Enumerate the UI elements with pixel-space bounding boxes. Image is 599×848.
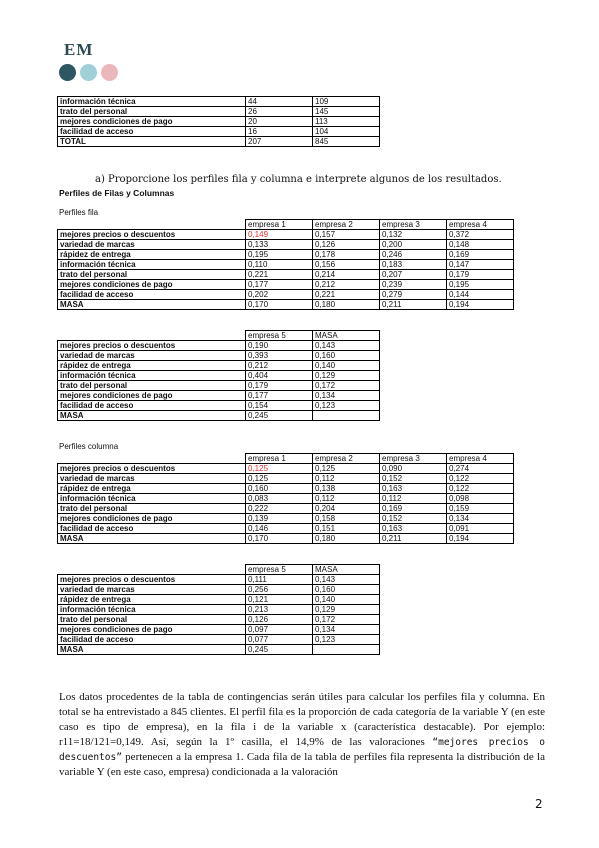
table-cell: 0,112: [313, 474, 380, 484]
row-label: mejores condiciones de pago: [58, 625, 246, 635]
row-label: trato del personal: [58, 107, 246, 117]
table-cell: 0,170: [246, 534, 313, 544]
table-cell: 0,169: [380, 504, 447, 514]
table-cell: 0,157: [313, 230, 380, 240]
logo-dots: [59, 64, 118, 81]
table-cell: 109: [313, 97, 380, 107]
header-blank: [58, 331, 246, 341]
row-label: trato del personal: [58, 381, 246, 391]
table-cell: 0,083: [246, 494, 313, 504]
column-header: empresa 3: [380, 454, 447, 464]
table-cell: 0,143: [313, 341, 380, 351]
table-cell: 207: [246, 137, 313, 147]
table-cell: 0,143: [313, 575, 380, 585]
row-label: rápidez de entrega: [58, 361, 246, 371]
table-row: [58, 137, 380, 147]
table-cell: 0,129: [313, 605, 380, 615]
table-cell: 0,091: [447, 524, 514, 534]
row-label: MASA: [58, 534, 246, 544]
column-header: empresa 1: [246, 454, 313, 464]
table-cell: 0,183: [380, 260, 447, 270]
row-label: facilidad de acceso: [58, 290, 246, 300]
table-cell: 0,134: [447, 514, 514, 524]
table-row: [58, 260, 514, 270]
section-title: Perfiles de Filas y Columnas: [59, 188, 175, 198]
table-cell: 0,126: [246, 615, 313, 625]
header-row: [58, 565, 380, 575]
row-label: información técnica: [58, 371, 246, 381]
table-row: [58, 401, 380, 411]
table-cell: 0,170: [246, 300, 313, 310]
table-cell: [313, 645, 380, 655]
table-cell: 0,152: [380, 474, 447, 484]
table-cell: 0,204: [313, 504, 380, 514]
table-cell: 0,194: [447, 534, 514, 544]
table-cell: 0,190: [246, 341, 313, 351]
table-cell: 0,140: [313, 361, 380, 371]
table-row: [58, 595, 380, 605]
row-label: facilidad de acceso: [58, 524, 246, 534]
column-header: MASA: [313, 565, 380, 575]
table-row: [58, 464, 514, 474]
logo-dot-teal: [80, 64, 97, 81]
table-cell: 0,144: [447, 290, 514, 300]
perfiles-columna-caption: Perfiles columna: [59, 442, 119, 451]
table-cell: 0,112: [313, 494, 380, 504]
table-row: [58, 300, 514, 310]
table-cell: 0,152: [380, 514, 447, 524]
table-cell: 0,178: [313, 250, 380, 260]
table-row: [58, 280, 514, 290]
row-label: mejores precios o descuentos: [58, 341, 246, 351]
table-cell: 20: [246, 117, 313, 127]
table-cell: 44: [246, 97, 313, 107]
table-cell: 0,212: [246, 361, 313, 371]
logo-dot-pink: [101, 64, 118, 81]
table-cell: 0,207: [380, 270, 447, 280]
table-cell: 0,200: [380, 240, 447, 250]
perfiles-columna-table-1: [57, 453, 514, 544]
table-cell: 0,110: [246, 260, 313, 270]
row-label: MASA: [58, 411, 246, 421]
column-header: empresa 4: [447, 454, 514, 464]
row-label: facilidad de acceso: [58, 401, 246, 411]
column-header: MASA: [313, 331, 380, 341]
row-label: mejores condiciones de pago: [58, 391, 246, 401]
table-cell: 145: [313, 107, 380, 117]
column-header: empresa 3: [380, 220, 447, 230]
row-label: mejores precios o descuentos: [58, 230, 246, 240]
table-cell: 0,146: [246, 524, 313, 534]
table-row: [58, 625, 380, 635]
header-row: [58, 220, 514, 230]
paragraph-quoted: “mejores precios o descuentos”: [59, 737, 545, 763]
table-row: [58, 615, 380, 625]
table-cell: 0,133: [246, 240, 313, 250]
table-cell: 0,126: [313, 240, 380, 250]
table-cell: 0,134: [313, 625, 380, 635]
row-label: información técnica: [58, 494, 246, 504]
logo-text: EM: [64, 40, 94, 59]
table-cell: 0,180: [313, 300, 380, 310]
table-cell: 0,138: [313, 484, 380, 494]
table-row: [58, 494, 514, 504]
table-row: [58, 575, 380, 585]
page-number: 2: [535, 797, 543, 811]
header-blank: [58, 565, 246, 575]
table-row: [58, 635, 380, 645]
table-row: [58, 371, 380, 381]
perfiles-fila-table-2: [57, 330, 380, 421]
table-cell: 0,222: [246, 504, 313, 514]
table-row: [58, 250, 514, 260]
table-cell: 0,148: [447, 240, 514, 250]
table-cell: 0,125: [246, 474, 313, 484]
table-row: [58, 341, 380, 351]
table-cell: 0,156: [313, 260, 380, 270]
table-cell: 0,129: [313, 371, 380, 381]
table-cell: 0,372: [447, 230, 514, 240]
header-row: [58, 331, 380, 341]
table-cell: 0,112: [380, 494, 447, 504]
table-row: [58, 270, 514, 280]
table-row: [58, 351, 380, 361]
row-label: TOTAL: [58, 137, 246, 147]
table-cell: 0,098: [447, 494, 514, 504]
body-paragraph: [59, 690, 545, 780]
table-cell: 0,177: [246, 280, 313, 290]
table-cell: 0,125: [313, 464, 380, 474]
table-cell: 0,211: [380, 300, 447, 310]
table-cell: 0,077: [246, 635, 313, 645]
table-row: [58, 534, 514, 544]
table-cell: 0,140: [313, 595, 380, 605]
table-row: [58, 474, 514, 484]
table-cell: 845: [313, 137, 380, 147]
table-cell: 0,239: [380, 280, 447, 290]
table-cell: 0,214: [313, 270, 380, 280]
table-cell: 0,246: [380, 250, 447, 260]
table-row: [58, 230, 514, 240]
header-blank: [58, 220, 246, 230]
perfiles-columna-table-2: [57, 564, 380, 655]
table-cell: 0,163: [380, 484, 447, 494]
table-cell: 0,121: [246, 595, 313, 605]
table-cell: 0,111: [246, 575, 313, 585]
header-blank: [58, 454, 246, 464]
row-label: trato del personal: [58, 504, 246, 514]
table-cell: 0,149: [246, 230, 313, 240]
column-header: empresa 5: [246, 331, 313, 341]
table-row: [58, 484, 514, 494]
row-label: información técnica: [58, 605, 246, 615]
table-cell: 0,245: [246, 645, 313, 655]
table-cell: 0,195: [447, 280, 514, 290]
table-cell: 0,274: [447, 464, 514, 474]
row-label: rápidez de entrega: [58, 250, 246, 260]
table-cell: 0,212: [313, 280, 380, 290]
perfiles-fila-table-1: [57, 219, 514, 310]
table-cell: 0,180: [313, 534, 380, 544]
table-cell: 0,090: [380, 464, 447, 474]
table-row: [58, 514, 514, 524]
table-row: [58, 117, 380, 127]
column-header: empresa 1: [246, 220, 313, 230]
table-cell: 0,256: [246, 585, 313, 595]
table-cell: 0,179: [447, 270, 514, 280]
table-cell: 0,211: [380, 534, 447, 544]
table-cell: 0,122: [447, 484, 514, 494]
row-label: variedad de marcas: [58, 351, 246, 361]
table-row: [58, 290, 514, 300]
row-label: mejores condiciones de pago: [58, 280, 246, 290]
table-cell: 0,139: [246, 514, 313, 524]
row-label: mejores condiciones de pago: [58, 514, 246, 524]
table-row: [58, 585, 380, 595]
table-cell: 0,154: [246, 401, 313, 411]
table-cell: 113: [313, 117, 380, 127]
table-cell: 16: [246, 127, 313, 137]
row-label: MASA: [58, 300, 246, 310]
table-cell: 104: [313, 127, 380, 137]
table-cell: 0,404: [246, 371, 313, 381]
column-header: empresa 4: [447, 220, 514, 230]
column-header: empresa 2: [313, 454, 380, 464]
column-header: empresa 2: [313, 220, 380, 230]
paragraph-part-1: Los datos procedentes de la tabla de contingencias serán útiles para calcular los perfiles fila y columna. En total se ha entrevistado a 845 clientes. El perfil fila es la proporción de cada categoría de la variable Y (en este caso es tipo de empresa), en la fila i de la variable x (característica destacable). Por ejemplo: r11=18/121=0,149. Así, según la 1º casilla, el 14,9% de las valoraciones: [59, 691, 545, 748]
table-row: [58, 107, 380, 117]
table-cell: 0,097: [246, 625, 313, 635]
row-label: rápidez de entrega: [58, 484, 246, 494]
table-cell: 0,123: [313, 635, 380, 645]
row-label: MASA: [58, 645, 246, 655]
row-label: variedad de marcas: [58, 585, 246, 595]
table-cell: 0,393: [246, 351, 313, 361]
table-cell: 0,160: [246, 484, 313, 494]
table-row: [58, 645, 380, 655]
row-label: rápidez de entrega: [58, 595, 246, 605]
table-cell: 26: [246, 107, 313, 117]
table-row: [58, 97, 380, 107]
table-cell: 0,213: [246, 605, 313, 615]
table-row: [58, 504, 514, 514]
table-cell: 0,122: [447, 474, 514, 484]
row-label: facilidad de acceso: [58, 127, 246, 137]
row-label: mejores precios o descuentos: [58, 575, 246, 585]
table-cell: 0,125: [246, 464, 313, 474]
table-cell: 0,123: [313, 401, 380, 411]
column-header: empresa 5: [246, 565, 313, 575]
logo-dot-dark: [59, 64, 76, 81]
table-cell: 0,169: [447, 250, 514, 260]
row-label: información técnica: [58, 97, 246, 107]
row-label: variedad de marcas: [58, 474, 246, 484]
row-label: mejores condiciones de pago: [58, 117, 246, 127]
table-row: [58, 524, 514, 534]
table-row: [58, 127, 380, 137]
table-cell: 0,159: [447, 504, 514, 514]
table-row: [58, 391, 380, 401]
paragraph-part-2: pertenecen a la empresa 1. Cada fila de la tabla de perfiles fila representa la distribución de la variable Y (en este caso, empresa) condicionada a la valoración: [59, 751, 545, 778]
row-label: variedad de marcas: [58, 240, 246, 250]
table-cell: 0,221: [246, 270, 313, 280]
table-row: [58, 411, 380, 421]
table-cell: [313, 411, 380, 421]
table-cell: 0,172: [313, 615, 380, 625]
table-cell: 0,163: [380, 524, 447, 534]
table-cell: 0,221: [313, 290, 380, 300]
table-cell: 0,147: [447, 260, 514, 270]
table-cell: 0,160: [313, 351, 380, 361]
table-row: [58, 381, 380, 391]
table-row: [58, 361, 380, 371]
table-cell: 0,160: [313, 585, 380, 595]
perfiles-fila-caption: Perfiles fila: [59, 208, 99, 217]
table-cell: 0,151: [313, 524, 380, 534]
table-cell: 0,132: [380, 230, 447, 240]
table-row: [58, 605, 380, 615]
row-label: trato del personal: [58, 270, 246, 280]
table-cell: 0,279: [380, 290, 447, 300]
table-cell: 0,179: [246, 381, 313, 391]
table-cell: 0,195: [246, 250, 313, 260]
top-totals-table: [57, 96, 380, 147]
table-cell: 0,177: [246, 391, 313, 401]
table-cell: 0,245: [246, 411, 313, 421]
row-label: trato del personal: [58, 615, 246, 625]
row-label: mejores precios o descuentos: [58, 464, 246, 474]
row-label: facilidad de acceso: [58, 635, 246, 645]
table-cell: 0,134: [313, 391, 380, 401]
question-a: a) Proporcione los perfiles fila y columna e interprete algunos de los resultados.: [95, 174, 502, 185]
row-label: información técnica: [58, 260, 246, 270]
table-cell: 0,202: [246, 290, 313, 300]
header-row: [58, 454, 514, 464]
table-cell: 0,158: [313, 514, 380, 524]
table-cell: 0,194: [447, 300, 514, 310]
table-row: [58, 240, 514, 250]
table-cell: 0,172: [313, 381, 380, 391]
logo: [59, 40, 118, 81]
